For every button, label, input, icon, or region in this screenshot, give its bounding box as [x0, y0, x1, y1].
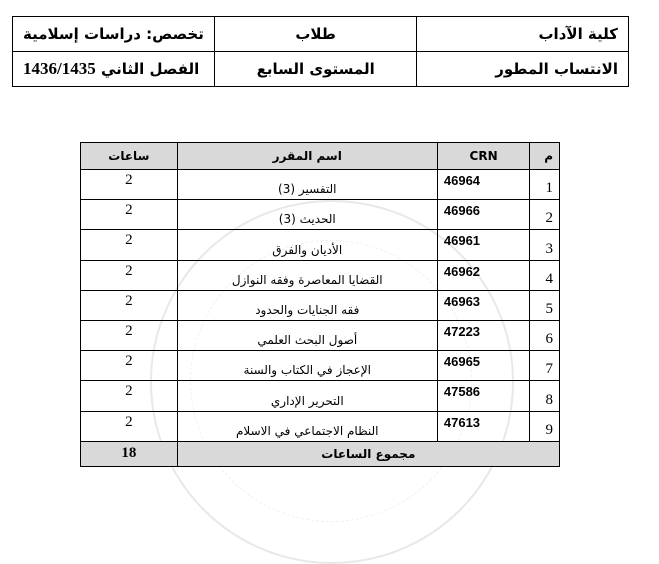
- category-cell: طلاب: [214, 17, 417, 52]
- total-hours-label: مجموع الساعات: [177, 441, 559, 466]
- level-cell: المستوى السابع: [214, 52, 417, 87]
- course-name: الحديث (3): [177, 200, 437, 230]
- course-hours: 2: [81, 351, 178, 381]
- crn-header: CRN: [437, 143, 529, 170]
- course-name: التحرير الإداري: [177, 381, 437, 411]
- course-hours: 2: [81, 260, 178, 290]
- course-index: 5: [530, 290, 560, 320]
- courses-header-row: [81, 143, 560, 170]
- course-crn: 46964: [437, 170, 529, 200]
- hours-header: ساعات: [81, 143, 178, 170]
- header-table: [12, 16, 629, 87]
- course-row: [81, 320, 560, 350]
- course-row: [81, 351, 560, 381]
- course-row: [81, 381, 560, 411]
- specialization-cell: تخصص: دراسات إسلامية: [13, 17, 215, 52]
- course-hours: 2: [81, 290, 178, 320]
- course-name: أصول البحث العلمي: [177, 320, 437, 350]
- program-cell: الانتساب المطور: [417, 52, 629, 87]
- course-index: 3: [530, 230, 560, 260]
- course-crn: 46966: [437, 200, 529, 230]
- course-crn: 47586: [437, 381, 529, 411]
- course-hours: 2: [81, 320, 178, 350]
- course-row: [81, 411, 560, 441]
- total-hours-value: 18: [81, 441, 178, 466]
- course-hours: 2: [81, 170, 178, 200]
- course-name-header: اسم المقرر: [177, 143, 437, 170]
- course-index: 6: [530, 320, 560, 350]
- course-crn: 47223: [437, 320, 529, 350]
- course-crn: 46965: [437, 351, 529, 381]
- course-name: القضايا المعاصرة وفقه النوازل: [177, 260, 437, 290]
- college-cell: كلية الآداب: [417, 17, 629, 52]
- course-crn: 47613: [437, 411, 529, 441]
- course-name: فقه الجنايات والحدود: [177, 290, 437, 320]
- course-name: الإعجاز في الكتاب والسنة: [177, 351, 437, 381]
- course-index: 1: [530, 170, 560, 200]
- total-row: [81, 441, 560, 466]
- course-row: [81, 230, 560, 260]
- header-row-2: [13, 52, 629, 87]
- course-index: 2: [530, 200, 560, 230]
- course-row: [81, 290, 560, 320]
- course-hours: 2: [81, 411, 178, 441]
- courses-table: [80, 142, 560, 467]
- term-year: 1436/1435: [23, 59, 96, 78]
- courses-body: [81, 170, 560, 442]
- course-row: [81, 260, 560, 290]
- course-row: [81, 200, 560, 230]
- course-index: 9: [530, 411, 560, 441]
- course-crn: 46962: [437, 260, 529, 290]
- term-cell: [13, 52, 215, 87]
- index-header: م: [530, 143, 560, 170]
- course-hours: 2: [81, 230, 178, 260]
- course-index: 4: [530, 260, 560, 290]
- course-hours: 2: [81, 381, 178, 411]
- course-index: 8: [530, 381, 560, 411]
- course-crn: 46963: [437, 290, 529, 320]
- course-row: [81, 170, 560, 200]
- course-index: 7: [530, 351, 560, 381]
- course-name: الأديان والفرق: [177, 230, 437, 260]
- course-name: النظام الاجتماعي في الاسلام: [177, 411, 437, 441]
- term-label: الفصل الثاني: [100, 60, 200, 78]
- course-crn: 46961: [437, 230, 529, 260]
- course-hours: 2: [81, 200, 178, 230]
- course-name: التفسير (3): [177, 170, 437, 200]
- header-row-1: [13, 17, 629, 52]
